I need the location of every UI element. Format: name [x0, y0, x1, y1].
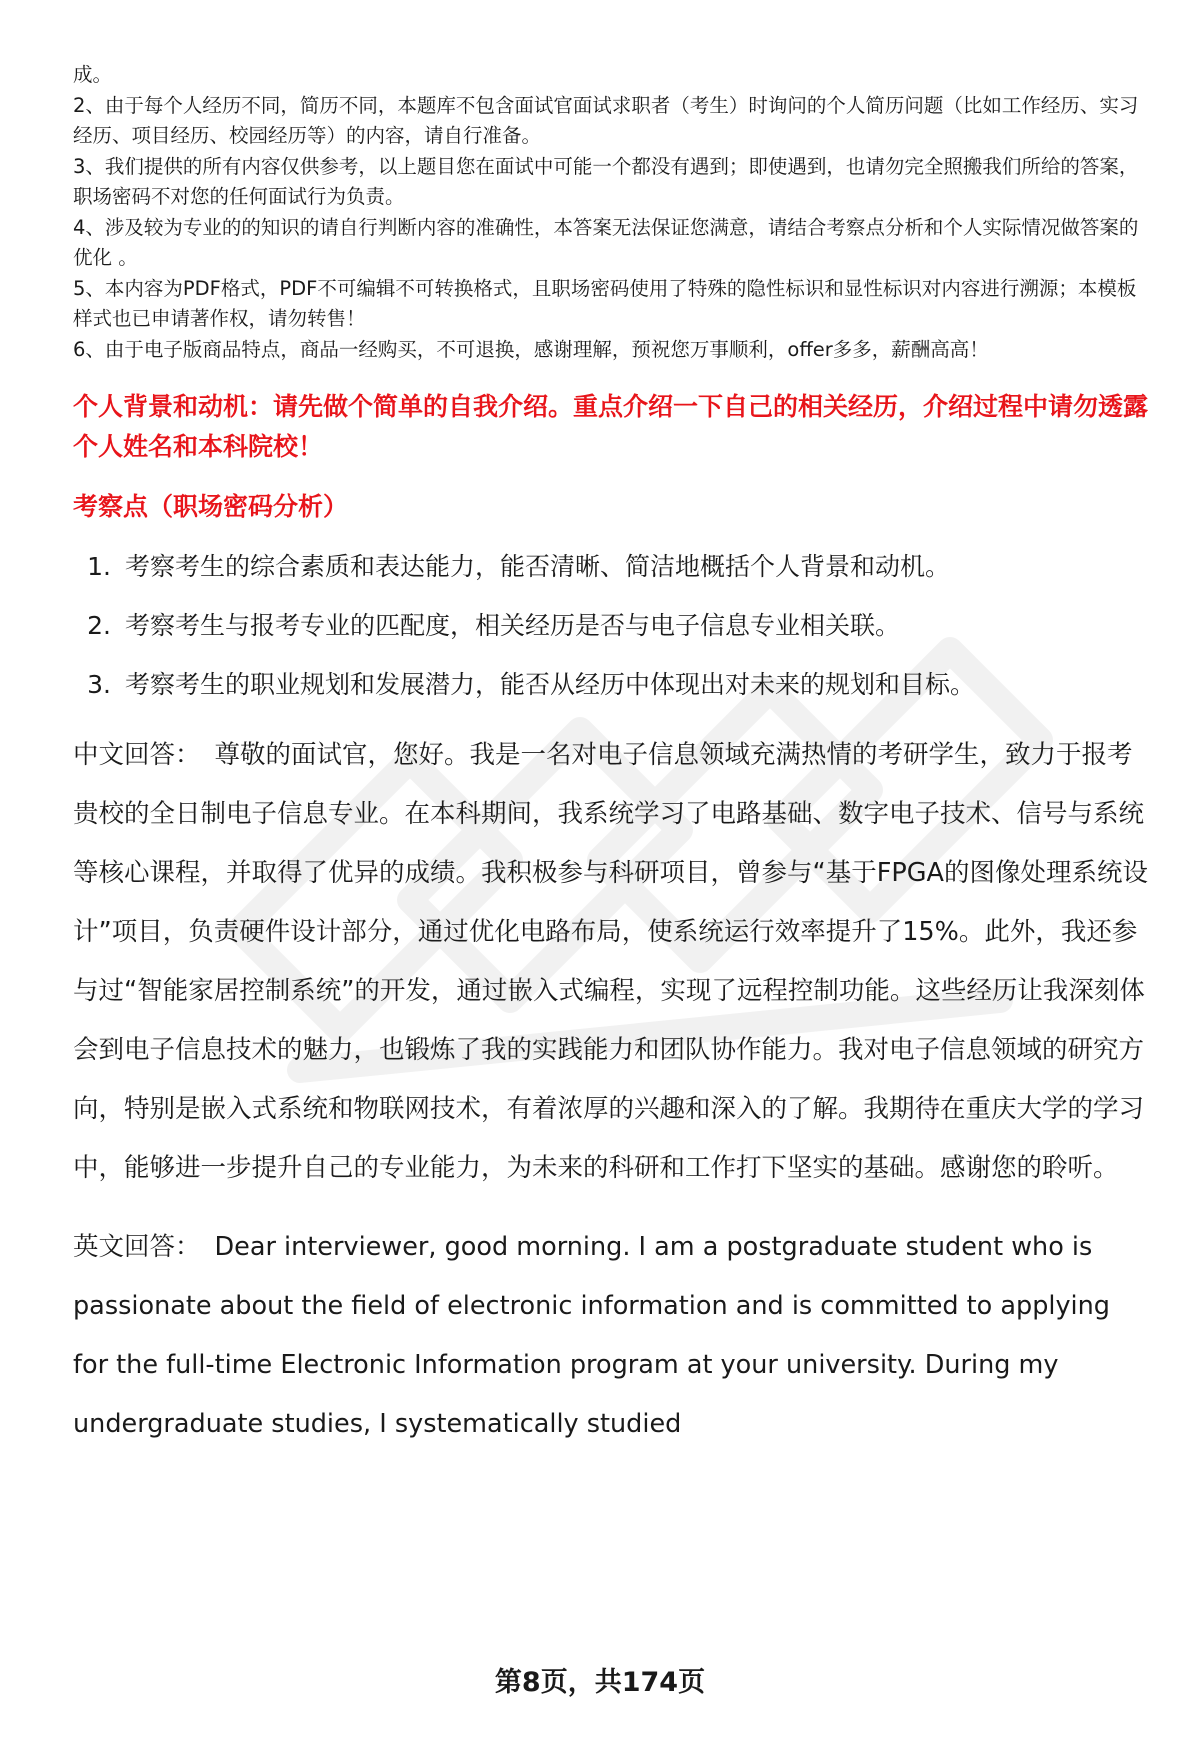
note-line: 6、由于电子版商品特点，商品一经购买，不可退换，感谢理解，预祝您万事顺利，offer多多，薪酬高高！ — [73, 337, 989, 361]
english-answer — [73, 1218, 1153, 1454]
point-text: 考察考生的职业规划和发展潜力，能否从经历中体现出对未来的规划和目标。 — [125, 670, 976, 699]
assessment-point — [73, 667, 1153, 703]
note-line: 成。 — [73, 63, 113, 86]
note-line: 3、我们提供的所有内容仅供参考，以上题目您在面试中可能一个都没有遇到；即使遇到，也请勿完全照搬我们所给的答案，职场密码不对您的任何面试行为负责。 — [73, 154, 1139, 208]
question-heading: 个人背景和动机：请先做个简单的自我介绍。重点介绍一下自己的相关经历，介绍过程中请勿透露个人姓名和本科院校！ — [73, 392, 1149, 461]
note-line: 4、涉及较为专业的的知识的请自行判断内容的准确性，本答案无法保证您满意，请结合考察点分析和个人实际情况做答案的优化 。 — [73, 215, 1139, 269]
page-number-footer: 第8页，共174页 — [494, 1667, 706, 1698]
notes-section — [73, 60, 1153, 365]
assessment-point — [73, 549, 1153, 585]
note-line: 2、由于每个人经历不同，简历不同，本题库不包含面试官面试求职者（考生）时询问的个人简历问题（比如工作经历、实习经历、项目经历、校园经历等）的内容，请自行准备。 — [73, 93, 1139, 147]
assessment-points-list — [73, 549, 1153, 703]
point-text: 考察考生与报考专业的匹配度，相关经历是否与电子信息专业相关联。 — [125, 611, 901, 640]
chinese-answer-label: 中文回答： — [73, 740, 201, 770]
chinese-answer-text: 尊敬的面试官，您好。我是一名对电子信息领域充满热情的考研学生，致力于报考贵校的全日制电子信息专业。在本科期间，我系统学习了电路基础、数字电子技术、信号与系统等核心课程，并取得了优异的成绩。我积极参与科研项目，曾参与“基于FPGA的图像处理系统设计”项目，负责硬件设计部分，通过优化电路布局，使系统运行效率提升了15%。此外，我还参与过“智能家居控制系统”的开发，通过嵌入式编程，实现了远程控制功能。这些经历让我深刻体会到电子信息技术的魅力，也锻炼了我的实践能力和团队协作能力。我对电子信息领域的研究方向，特别是嵌入式系统和物联网技术，有着浓厚的兴趣和深入的了解。我期待在重庆大学的学习中，能够进一步提升自己的专业能力，为未来的科研和工作打下坚实的基础。感谢您的聆听。 — [73, 740, 1148, 1183]
point-text: 考察考生的综合素质和表达能力，能否清晰、简洁地概括个人背景和动机。 — [125, 552, 951, 581]
english-answer-text: Dear interviewer, good morning. I am a postgraduate student who is passionate about the field of electronic information and is committed to applying for the full-time Electronic Information program at your university. During my undergraduate studies, I systematically studied — [73, 1232, 1110, 1439]
english-answer-label: 英文回答： — [73, 1232, 201, 1262]
assessment-points-title: 考察点（职场密码分析） — [73, 492, 349, 521]
assessment-point — [73, 608, 1153, 644]
note-line: 5、本内容为PDF格式，PDF不可编辑不可转换格式，且职场密码使用了特殊的隐性标识和显性标识对内容进行溯源；本模板样式也已申请著作权，请勿转售！ — [73, 276, 1137, 330]
point-number: 3. — [87, 670, 111, 699]
chinese-answer — [73, 726, 1153, 1198]
point-number: 2. — [87, 611, 111, 640]
content-area — [73, 60, 1153, 1454]
point-number: 1. — [87, 552, 111, 581]
